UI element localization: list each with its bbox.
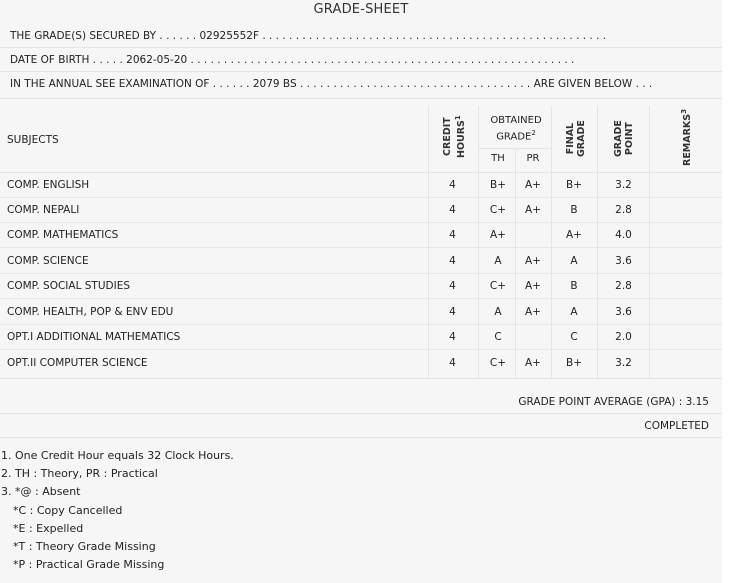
- th-cell: A: [494, 255, 502, 267]
- gpa-summary: GRADE POINT AVERAGE (GPA) : 3.15: [518, 396, 709, 408]
- credit-header-line2: [453, 115, 467, 158]
- th-cell: A: [494, 306, 502, 318]
- subject-cell: COMP. NEPALI: [7, 204, 80, 216]
- final-grade-cell: A: [570, 306, 578, 318]
- grade-point-text1: GRADE: [613, 120, 624, 157]
- pr-cell: A+: [525, 179, 541, 191]
- footnote: 2. TH : Theory, PR : Practical: [1, 467, 158, 481]
- grade-point-cell: 3.2: [615, 357, 632, 369]
- footnote: *C : Copy Cancelled: [13, 503, 123, 517]
- table-row: [0, 249, 722, 274]
- credit-cell: 4: [449, 179, 456, 191]
- grade-point-cell: 2.8: [615, 204, 632, 216]
- grade-text: GRADE: [496, 131, 532, 143]
- grade-point-cell: 2.0: [615, 331, 632, 343]
- dob-line: [10, 54, 574, 66]
- credit-cell: 4: [449, 280, 456, 292]
- hours-text: HOURS: [456, 120, 468, 158]
- table-row: [0, 274, 722, 299]
- row-divider: [0, 247, 722, 248]
- row-divider: [0, 298, 722, 299]
- divider: [0, 47, 722, 48]
- page-title: GRADE-SHEET: [313, 2, 409, 17]
- divider: [0, 437, 722, 438]
- footnote: *E : Expelled: [13, 521, 84, 535]
- table-row: [0, 173, 722, 198]
- final-grade-text: GRADE: [576, 120, 587, 157]
- footnotes: [0, 447, 234, 574]
- remarks-sup: 3: [680, 108, 688, 114]
- th-cell: C+: [489, 204, 507, 216]
- th-cell: C+: [489, 280, 507, 292]
- exam-dots: . . . . . . . . . . . . . . . . . . . . . . . . . . . . . . . . . . . ARE GIVEN BELOW . . .: [299, 78, 653, 90]
- status-text: COMPLETED: [644, 420, 709, 432]
- grade-point-header: [613, 120, 635, 157]
- exam-label: IN THE ANNUAL SEE EXAMINATION OF . . . . . .: [10, 78, 250, 90]
- grade-point-cell: 4.0: [615, 229, 632, 241]
- grade-point-cell: 3.6: [615, 306, 632, 318]
- grade-point-cell: 3.6: [615, 255, 632, 267]
- grade-line: [481, 127, 551, 143]
- credit-cell: 4: [449, 357, 456, 369]
- remarks-line: [679, 109, 693, 166]
- credit-cell: 4: [449, 229, 456, 241]
- subject-cell: COMP. SOCIAL STUDIES: [7, 280, 131, 292]
- dob-dots: . . . . . . . . . . . . . . . . . . . . . . . . . . . . . . . . . . . . . . . . . . . . . . . . . . . . . . . . . .: [190, 54, 575, 66]
- grade-point-text2: POINT: [624, 122, 635, 156]
- th-cell: A+: [490, 229, 506, 241]
- table-row: [0, 351, 722, 376]
- obtained-text: OBTAINED: [490, 115, 542, 126]
- exam-line: [10, 78, 652, 90]
- final-grade-header: [565, 120, 587, 157]
- footnote: 3. *@ : Absent: [1, 485, 81, 499]
- exam-year: 2079 BS: [252, 78, 297, 90]
- th-header: TH: [491, 153, 505, 164]
- final-grade-cell: B+: [565, 179, 582, 191]
- table-row: [0, 223, 722, 248]
- subject-cell: COMP. HEALTH, POP & ENV EDU: [7, 306, 174, 318]
- divider: [0, 378, 722, 379]
- final-grade-cell: B: [570, 280, 578, 292]
- final-grade-cell: A: [570, 255, 578, 267]
- remarks-header: [679, 109, 693, 166]
- credit-header-line1: CREDIT: [442, 117, 453, 156]
- pr-cell: A+: [525, 204, 541, 216]
- subject-cell: COMP. SCIENCE: [7, 255, 89, 267]
- subject-cell: OPT.II COMPUTER SCIENCE: [7, 357, 148, 369]
- final-grade-cell: B: [570, 204, 578, 216]
- final-text: FINAL: [565, 122, 576, 155]
- pr-header: PR: [526, 153, 540, 164]
- credit-cell: 4: [449, 331, 456, 343]
- footnote: 1. One Credit Hour equals 32 Clock Hours.: [1, 449, 234, 462]
- grade-sup: 2: [531, 129, 536, 137]
- pr-cell: A+: [525, 306, 541, 318]
- th-cell: C+: [489, 357, 507, 369]
- divider: [0, 71, 722, 72]
- divider: [0, 413, 722, 414]
- footnote: *T : Theory Grade Missing: [13, 540, 156, 554]
- subject-cell: COMP. MATHEMATICS: [7, 229, 119, 241]
- subjects-header: SUBJECTS: [7, 134, 59, 146]
- divider: [478, 148, 551, 149]
- remarks-text: REMARKS: [682, 113, 694, 166]
- grade-point-cell: 2.8: [615, 280, 632, 292]
- symbol-number: 02925552F: [199, 30, 259, 42]
- th-cell: B+: [489, 179, 506, 191]
- subject-cell: OPT.I ADDITIONAL MATHEMATICS: [7, 331, 181, 343]
- credit-cell: 4: [449, 306, 456, 318]
- divider: [0, 98, 722, 99]
- row-divider: [0, 349, 722, 350]
- obtained-grade-header: [481, 114, 551, 143]
- final-grade-cell: A+: [566, 229, 582, 241]
- table-row: [0, 300, 722, 325]
- dob-value: 2062-05-20: [126, 54, 188, 66]
- footnote: *P : Practical Grade Missing: [13, 558, 165, 572]
- table-row: [0, 198, 722, 223]
- credit-cell: 4: [449, 204, 456, 216]
- th-cell: C: [494, 331, 502, 343]
- final-grade-cell: B+: [565, 357, 582, 369]
- secured-by-dots: . . . . . . . . . . . . . . . . . . . . . . . . . . . . . . . . . . . . . . . . . . . . . . . . . . . .: [262, 30, 607, 42]
- dob-label: DATE OF BIRTH . . . . .: [10, 54, 123, 66]
- final-grade-cell: C: [570, 331, 578, 343]
- pr-cell: A+: [525, 357, 541, 369]
- secured-by-label: THE GRADE(S) SECURED BY . . . . . .: [10, 30, 197, 42]
- table-row: [0, 325, 722, 350]
- pr-cell: A+: [525, 280, 541, 292]
- hours-sup: 1: [454, 115, 462, 121]
- credit-cell: 4: [449, 255, 456, 267]
- credit-hours-header: [442, 115, 467, 158]
- subject-cell: COMP. ENGLISH: [7, 179, 90, 191]
- grade-point-cell: 3.2: [615, 179, 632, 191]
- secured-by-line: [10, 30, 606, 42]
- pr-cell: A+: [525, 255, 541, 267]
